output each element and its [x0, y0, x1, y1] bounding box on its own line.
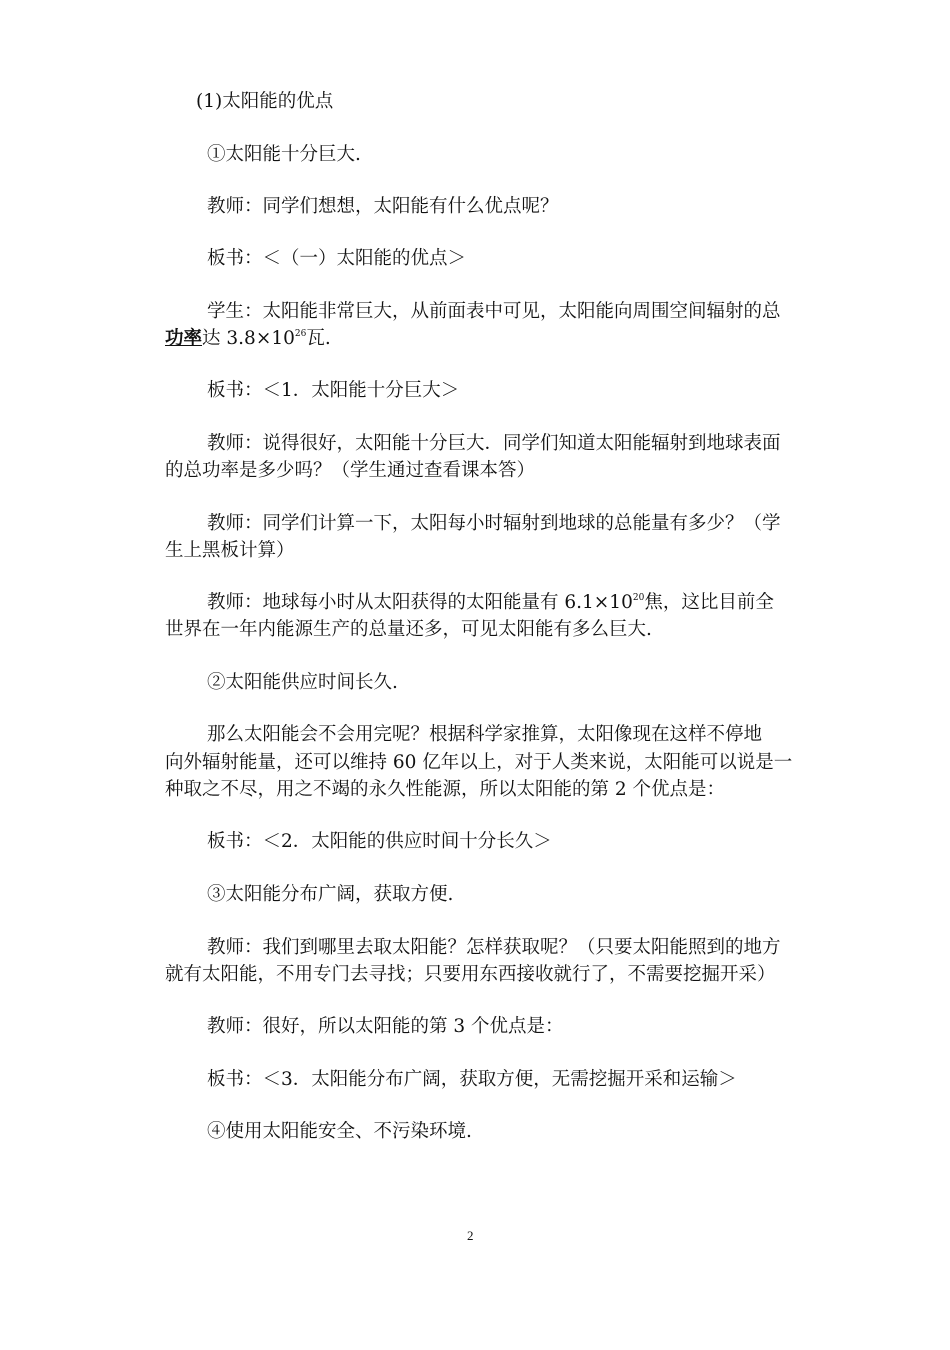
- point-3-title: ③太阳能分布广阔，获取方便.: [207, 884, 454, 905]
- board-note-2: 板书：＜1．太阳能十分巨大＞: [207, 380, 460, 401]
- paragraph-line-2: 向外辐射能量，还可以维持 60 亿年以上，对于人类来说，太阳能可以说是一: [165, 752, 793, 773]
- teacher-calc-line-1: 教师：同学们计算一下，太阳每小时辐射到地球的总能量有多少？（学: [207, 513, 781, 534]
- paragraph-line-3: 种取之不尽，用之不竭的永久性能源，所以太阳能的第 2 个优点是：: [165, 779, 726, 800]
- paragraph-line-1: 那么太阳能会不会用完呢？根据科学家推算，太阳像现在这样不停地: [207, 724, 763, 745]
- teacher-calc-line-2: 生上黑板计算）: [165, 540, 295, 561]
- section-heading: (1)太阳能的优点: [196, 91, 334, 112]
- teacher-access-line-1: 教师：我们到哪里去取太阳能？怎样获取呢？（只要太阳能照到的地方: [207, 937, 781, 958]
- teacher-energy-line-2: 世界在一年内能源生产的总量还多，可见太阳能有多么巨大.: [165, 619, 652, 640]
- point-1-title: ①太阳能十分巨大.: [207, 144, 361, 165]
- board-note-1: 板书：＜（一）太阳能的优点＞: [207, 248, 467, 269]
- exponent: 20: [632, 593, 645, 603]
- teacher-point-3: 教师：很好，所以太阳能的第 3 个优点是：: [207, 1016, 564, 1037]
- underlined-term: 功率: [165, 328, 203, 349]
- teacher-line-2: 的总功率是多少吗？（学生通过查看课本答）: [165, 460, 536, 481]
- teacher-access-line-2: 就有太阳能，不用专门去寻找；只要用东西接收就行了，不需要挖掘开采）: [165, 964, 776, 985]
- student-answer-line-2: 功率达 $3.8\times 10^{26}$瓦.: [165, 328, 331, 349]
- point-4-title: ④使用太阳能安全、不污染环境.: [207, 1121, 472, 1142]
- point-2-title: ②太阳能供应时间长久.: [207, 672, 398, 693]
- exponent: 26: [294, 329, 307, 339]
- student-answer-line-1: 学生：太阳能非常巨大，从前面表中可见，太阳能向周围空间辐射的总: [207, 301, 781, 322]
- teacher-energy-line-1: 教师：地球每小时从太阳获得的太阳能量有 $6.1\times 10^{20}$焦，这比目前全: [207, 592, 774, 613]
- board-note-3: 板书：＜2．太阳能的供应时间十分长久＞: [207, 831, 552, 852]
- teacher-line-1: 教师：说得很好，太阳能十分巨大．同学们知道太阳能辐射到地球表面: [207, 433, 781, 454]
- page-number: 2: [467, 1228, 474, 1243]
- board-note-4: 板书：＜3．太阳能分布广阔，获取方便，无需挖掘开采和运输＞: [207, 1069, 737, 1090]
- teacher-question: 教师：同学们想想，太阳能有什么优点呢？: [207, 196, 559, 217]
